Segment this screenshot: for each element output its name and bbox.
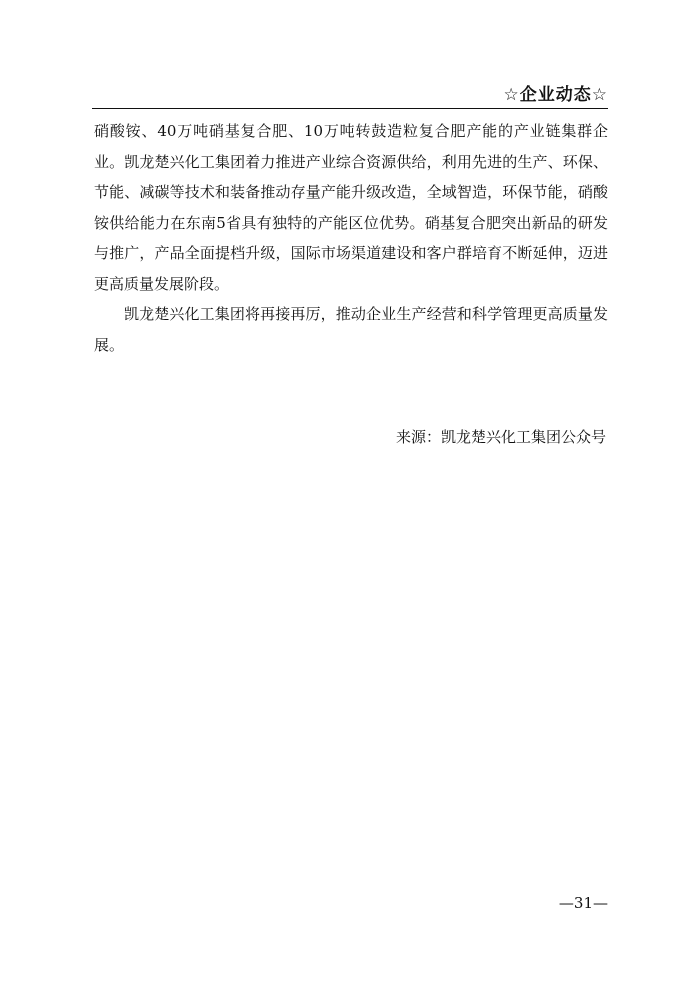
paragraph-closing: 凯龙楚兴化工集团将再接再厉，推动企业生产经营和科学管理更高质量发展。	[94, 305, 608, 354]
header-divider	[92, 108, 608, 109]
page-number: —31—	[558, 894, 608, 912]
paragraph-continued: 硝酸铵、40万吨硝基复合肥、10万吨转鼓造粒复合肥产能的产业链集群企业。凯龙楚兴化工集团着力推进产业综合资源供给，利用先进的生产、环保、节能、减碳等技术和装备推动存量产能升级改造，全域智造，环保节能，硝酸铵供给能力在东南5省具有独特的产能区位优势。硝基复合肥突出新品的研发与推广，产品全面提档升级，国际市场渠道建设和客户群培育不断延伸，迈进更高质量发展阶段。	[94, 122, 608, 293]
section-title: ☆企业动态☆	[503, 85, 608, 105]
article-body	[94, 116, 608, 360]
source-attribution: 来源：凯龙楚兴化工集团公众号	[395, 428, 606, 446]
